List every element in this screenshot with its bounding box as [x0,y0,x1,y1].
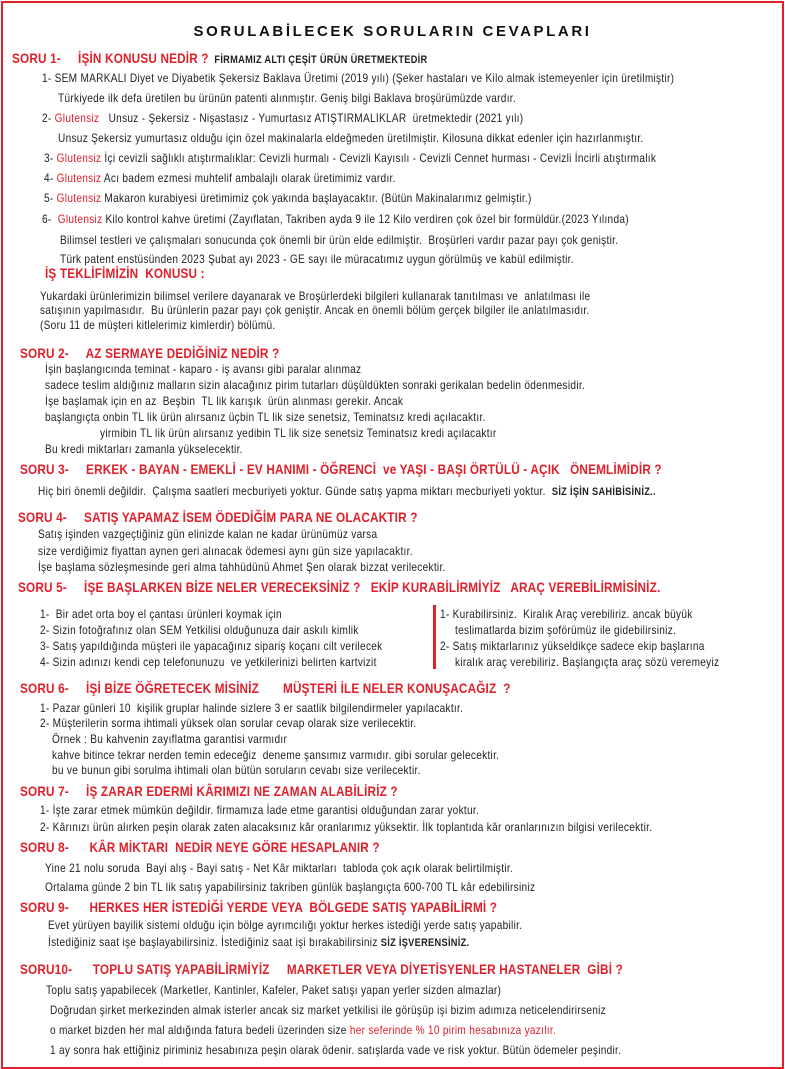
answer-line [40,623,359,637]
text: satışının yapılmasıdır. Bu ürünlerin pazar payı çok geniştir. Ancak en önemli bölüm gerçek bilgiler ile anlatılmasıdır. [40,303,590,317]
text: 5- [44,191,57,205]
answer-line [38,560,446,574]
question-title: KÂR MİKTARI NEDİR NEYE GÖRE HESAPLANIR ? [68,839,380,855]
question-heading [20,900,497,915]
text: Bu kredi miktarları zamanla yükselecektir. [45,442,243,456]
text: size verdiğimiz fiyattan aynen geri alınacak ödemesi aynı gün size yapılacaktır. [38,544,413,558]
text: Makaron kurabiyesi üretimimiz çok yakında başlayacaktır. (Bütün Makinalarımız gelmiştir.) [101,191,532,205]
text: Yukardaki ürünlerimizin bilimsel verilere dayanarak ve Broşürlerdeki bilgileri kullanarak tanıtılması ve anlatılması ile [40,289,591,303]
text: Türk patent enstüsünden 2023 Şubat ayı 2023 - GE sayı ile müracatımız uygun görülmüş ve kabül edilmiştir. [60,252,574,266]
answer-line [38,544,413,558]
question-heading [45,266,205,281]
text: 2- Sizin fotoğrafınız olan SEM Yetkilisi olduğunuza dair askılı kimlik [40,623,359,637]
answer-line [44,191,532,205]
answer-line [45,394,403,408]
question-title: İŞE BAŞLARKEN BİZE NELER VERECEKSİNİZ ? EKİP KURABİLİRMİYİZ ARAÇ VEREBİLİRMİSİNİZ. [66,579,661,595]
text: bu ve bunun gibi sorulma ihtimali olan bütün soruların cevabı size verilecektir. [52,763,421,777]
highlight-text: her seferinde % 10 pirim hesabınıza yazılır. [349,1023,557,1037]
text: 4- Sizin adınızı kendi cep telefonunuzu ve yetkilerinizi belirten kartvizit [40,655,377,669]
text: 1- Kurabilirsiniz. Kiralık Araç verebiliriz. ancak büyük [440,607,693,621]
answer-line [52,763,421,777]
answer-line [46,983,501,997]
answer-line [440,639,705,653]
question-number: SORU 8- [20,839,69,855]
answer-line [455,623,676,637]
question-heading [20,784,398,799]
text: 1- İşte zarar etmek mümkün değildir. firmamıza İade etme garantisi olduğundan zarar yoktur. [40,803,480,817]
question-number: SORU10- [20,961,73,977]
text: Toplu satış yapabilecek (Marketler, Kantinler, Kafeler, Paket satışı yapan yerler sizden almazlar) [46,983,502,997]
highlight-text: Glutensiz [56,151,102,165]
answer-line [40,303,590,317]
question-heading [18,580,660,595]
highlight-text: Glutensiz [57,212,103,226]
text: o market bizden her mal aldığında fatura bedeli üzerinden size [50,1023,350,1037]
highlight-text: Glutensiz [56,171,102,185]
answer-line [50,1023,556,1037]
answer-line [45,442,243,456]
question-heading [20,962,623,977]
question-number: SORU 5- [18,579,67,595]
answer-line [38,484,656,499]
answer-line [42,212,629,226]
question-title: HERKES HER İSTEDİĞİ YERDE VEYA BÖLGEDE SATIŞ YAPABİLİRMİ ? [68,899,498,915]
question-heading [20,840,380,855]
question-number: SORU 9- [20,899,69,915]
text: Satış işinden vazgeçtiğiniz gün elinizde kalan ne kadar ürünümüz varsa [38,527,378,541]
answer-line [42,111,523,125]
bold-text: SİZ İŞVERENSİNİZ. [380,937,470,949]
question-title: TOPLU SATIŞ YAPABİLİRMİYİZ MARKETLER VEYA DİYETİSYENLER HASTANELER GİBİ ? [72,961,623,977]
text: İstediğiniz saat işe başlayabilirsiniz. İstediğiniz saat işi bırakabilirsiniz [48,935,381,949]
answer-line [40,289,590,303]
highlight-text: Glutensiz [54,111,100,125]
answer-line [44,151,656,165]
answer-line [52,748,499,762]
question-heading [20,462,662,477]
answer-line [50,1043,621,1057]
answer-line [40,716,416,730]
question-title: AZ SERMAYE DEDİĞİNİZ NEDİR ? [68,345,280,361]
text: Kilo kontrol kahve üretimi (Zayıflatan, Takriben ayda 9 ile 12 Kilo verdiren çok özel bir formüldür.(2023 Yılında) [102,212,629,226]
text: İçi cevizli sağlıklı atıştırmalıklar: Cevizli hurmalı - Cevizli Kayısılı - Cevizli Cennet hurması - Cevizli İncirli atıştırmalık [101,151,657,165]
answer-line [50,1003,606,1017]
question-heading [20,346,279,361]
answer-line [40,701,463,715]
text: 1- Pazar günleri 10 kişilik gruplar halinde sizlere 3 er saatlik bilgilendirmeler yapılacaktır. [40,701,464,715]
answer-line [42,71,674,85]
answer-line [45,861,513,875]
answer-line [40,318,276,332]
document-title: SORULABİLECEK SORULARIN CEVAPLARI [193,23,592,40]
answer-line [45,362,361,376]
text: İşin başlangıcında teminat - kaparo - iş avansı gibi paralar alınmaz [45,362,362,376]
text: (Soru 11 de müşteri kitlelerimiz kimlerdir) bölümü. [40,318,276,332]
answer-line [45,378,585,392]
answer-line [45,880,535,894]
answer-line [40,820,652,834]
text: Yine 21 nolu soruda Bayi alış - Bayi satış - Net Kâr miktarları tabloda çok açık olarak belirtilmiştir. [45,861,514,875]
question-title: SATIŞ YAPAMAZ İSEM ÖDEDİĞİM PARA NE OLACAKTIR ? [66,509,418,525]
answer-line [60,233,618,247]
text: Türkiyede ilk defa üretilen bu ürünün patenti alınmıştır. Geniş bilgi Baklava broşürümüzde vardır. [58,91,516,105]
answer-line [48,935,469,950]
text: 3- [44,151,57,165]
question-title: İŞ ZARAR EDERMİ KÂRIMIZI NE ZAMAN ALABİLİRİZ ? [68,783,398,799]
text: 2- [42,111,55,125]
text: Evet yürüyen bayilik sistemi olduğu için bölge ayrımcılığı yoktur herkes istediği yerde satış yapabilir. [48,918,523,932]
question-heading [12,51,428,67]
highlight-text: Glutensiz [56,191,102,205]
answer-line [58,91,516,105]
text: 2- Müşterilerin sorma ihtimali yüksek olan sorular cevap olarak size verilecektir. [40,716,417,730]
answer-line [40,803,479,817]
text: 2- Kârınızı ürün alırken peşin olarak zaten alacaksınız kâr oranlarımız yüksektir. İlk toplantıda kâr oranlarınızın bilgisi verilecektir. [40,820,653,834]
bold-text: SİZ İŞİN SAHİBİSİNİZ.. [551,486,656,498]
text: 3- Satış yapıldığında müşteri ile yapacağınız sipariş koçanı cilt verilecek [40,639,383,653]
text: İşe başlama sözleşmesinde geri alma tahhüdünü Ahmet Şen olarak bizzat verilecektir. [38,560,446,574]
answer-line [45,410,486,424]
answer-line [38,527,377,541]
text: sadece teslim aldığınız malların sizin alacağınız pirim tutarları düşüldükten sonraki gerikalan bedelin ödenmesidir. [45,378,586,392]
text: 1- Bir adet orta boy el çantası ürünleri koymak için [40,607,282,621]
text: 4- [44,171,57,185]
answer-line [40,607,282,621]
question-number: SORU 3- [20,461,69,477]
question-number: SORU 6- [20,680,69,696]
question-heading [20,681,511,696]
text: kahve bitince tekrar nerden temin edeceğiz deneme şansımız varmıdır. gibi sorular gelecektir. [52,748,500,762]
text: 6- [42,212,58,226]
text: Unsuz Şekersiz yumurtasız olduğu için özel makinalarla eldeğmeden üretilmiştir. Kilosuna dikkat edenler için hazırlanmıştır. [58,131,644,145]
answer-line [40,655,377,669]
text: teslimatlarda bizim şoförümüz ile gidebilirsiniz. [455,623,677,637]
question-title: İŞ TEKLİFİMİZİN KONUSU : [45,265,205,281]
text: 1- SEM MARKALI Diyet ve Diyabetik Şekersiz Baklava Üretimi (2019 yılı) (Şeker hastaları ve Kilo almak istemeyenler için üretilmiştir) [42,71,675,85]
answer-line [48,918,522,932]
text: Acı badem ezmesi muhtelif ambalajlı olarak üretimimiz vardır. [101,171,396,185]
answer-line [44,171,396,185]
question-number: SORU 1- [12,50,61,66]
text: Ortalama günde 2 bin TL lik satış yapabilirsiniz takriben günlük başlangıçta 600-700 TL kâr edebilirsiniz [45,880,536,894]
question-number: SORU 2- [20,345,69,361]
answer-line [455,655,719,669]
question-heading [18,510,418,525]
answer-line [40,639,383,653]
question-title: İŞİN KONUSU NEDİR ? [60,50,209,66]
text: yirmibin TL lik ürün alırsanız yedibin TL lik size senetsiz Teminatsız kredi açılacaktır [100,426,497,440]
question-number: SORU 4- [18,509,67,525]
text: başlangıçta onbin TL lik ürün alırsanız üçbin TL lik size senetsiz, Teminatsız kredi açılacaktır. [45,410,486,424]
answer-line [52,732,287,746]
bold-text: FİRMAMIZ ALTI ÇEŞİT ÜRÜN ÜRETMEKTEDİR [208,54,428,66]
question-title: ERKEK - BAYAN - EMEKLİ - EV HANIMI - ÖĞRENCİ ve YAŞI - BAŞI ÖRTÜLÜ - AÇIK ÖNEMLİMİDİR ? [68,461,662,477]
text: Doğrudan şirket merkezinden almak isterler ancak siz market yetkilisi ile görüşüp işi bizim adımıza neticelendirirseniz [50,1003,606,1017]
column-divider [433,605,436,669]
question-number: SORU 7- [20,783,69,799]
answer-line [440,607,693,621]
answer-line [100,426,497,440]
text: Örnek : Bu kahvenin zayıflatma garantisi varmıdır [52,732,288,746]
text: 1 ay sonra hak ettiğiniz piriminiz hesabınıza peşin olarak ödenir. satışlarda vade ve risk yoktur. Bütün ödemeler peşindir. [50,1043,622,1057]
text: kiralık araç verebiliriz. Başlangıçta araç sözü veremeyiz [455,655,720,669]
text: Hiç biri önemli değildir. Çalışma saatleri mecburiyeti yoktur. Günde satış yapma miktarı mecburiyeti yoktur. [38,484,552,498]
text: Unsuz - Şekersiz - Nişastasız - Yumurtasız ATIŞTIRMALIKLAR üretmektedir (2021 yılı) [99,111,524,125]
text: Bilimsel testleri ve çalışmaları sonucunda çok önemli bir ürün elde edilmiştir. Broşürleri vardır pazar payı çok geniştir. [60,233,619,247]
text: 2- Satış miktarlarınız yükseldikçe sadece ekip başlarına [440,639,705,653]
answer-line [58,131,644,145]
answer-line [60,252,574,266]
question-title: İŞİ BİZE ÖĞRETECEK MİSİNİZ MÜŞTERİ İLE NELER KONUŞACAĞIZ ? [68,680,511,696]
text: İşe başlamak için en az Beşbin TL lik karışık ürün alınması gerekir. Ancak [45,394,404,408]
